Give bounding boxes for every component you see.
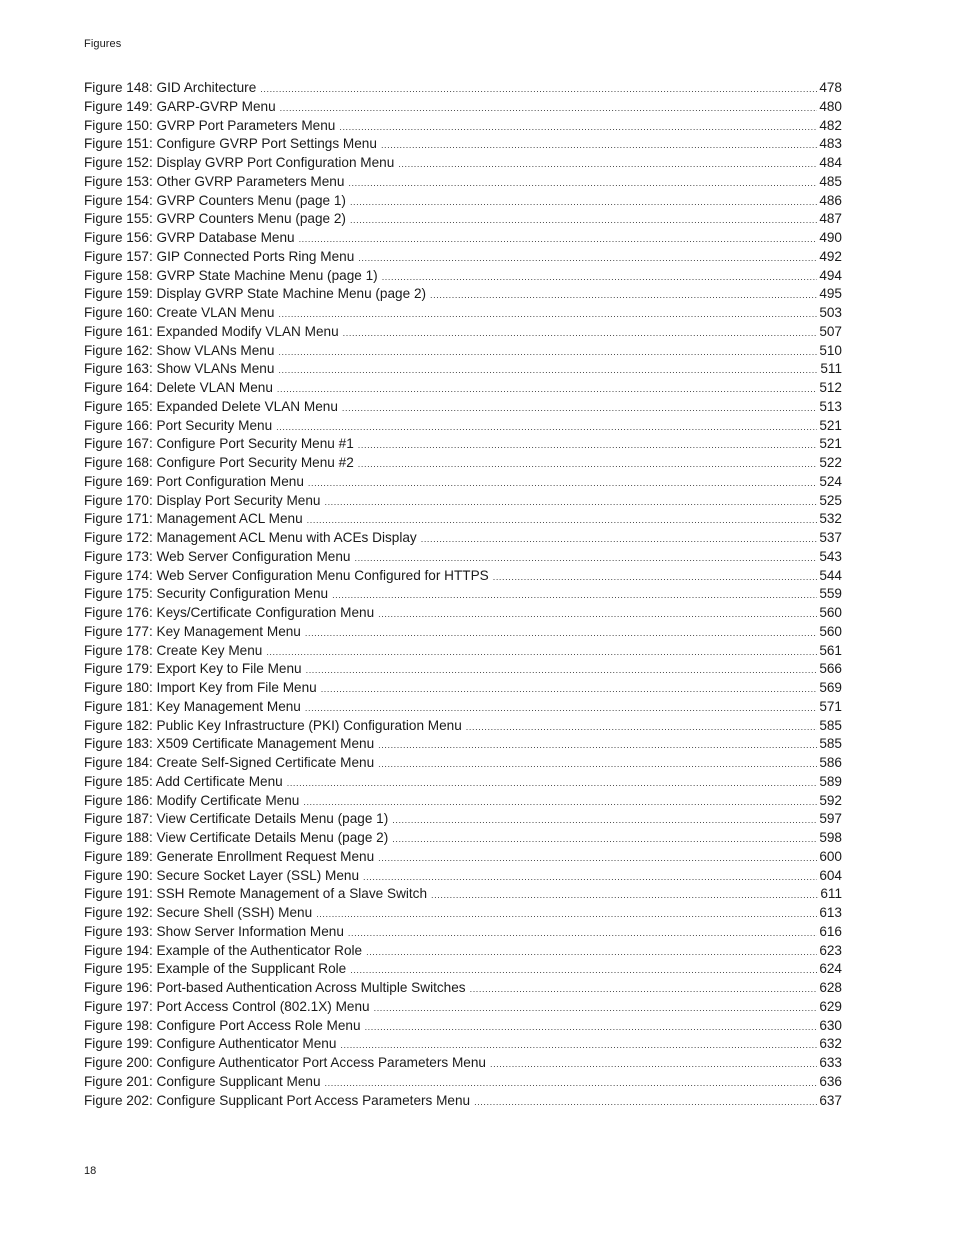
dot-leader — [266, 648, 817, 657]
dot-leader — [306, 666, 818, 675]
toc-entry[interactable] — [84, 323, 842, 342]
toc-entry[interactable] — [84, 979, 842, 998]
toc-entry-page: 537 — [819, 530, 842, 545]
dot-leader — [305, 704, 817, 713]
toc-entry-title: Figure 175: Security Configuration Menu — [84, 586, 329, 602]
dot-leader — [340, 1041, 817, 1050]
toc-entry-page: 561 — [819, 642, 842, 658]
dot-leader — [277, 385, 817, 394]
dot-leader — [303, 798, 817, 807]
toc-entry-title: Figure 200: Configure Authenticator Port Access Parameters Menu — [84, 1055, 486, 1070]
dot-leader — [358, 441, 818, 450]
toc-entry-title: Figure 148: GID Architecture — [84, 80, 257, 95]
toc-entry[interactable] — [84, 567, 842, 586]
page-number: 18 — [84, 1165, 97, 1177]
dot-leader — [276, 423, 817, 432]
toc-entry-page: 521 — [819, 436, 842, 452]
toc-entry[interactable] — [84, 117, 842, 136]
toc-entry[interactable] — [84, 135, 842, 154]
toc-entry-title: Figure 190: Secure Socket Layer (SSL) Menu — [84, 867, 360, 883]
toc-entry[interactable] — [84, 473, 842, 492]
toc-entry-page: 613 — [819, 905, 842, 920]
toc-entry[interactable] — [84, 698, 842, 717]
dot-leader — [278, 348, 817, 357]
toc-entry-title: Figure 201: Configure Supplicant Menu — [84, 1073, 321, 1089]
toc-entry-title: Figure 202: Configure Supplicant Port Access Parameters Menu — [84, 1092, 471, 1108]
toc-entry[interactable] — [84, 285, 842, 304]
toc-entry-title: Figure 187: View Certificate Details Menu (page 1) — [84, 811, 389, 827]
dot-leader — [307, 516, 818, 525]
toc-entry-title: Figure 149: GARP-GVRP Menu — [84, 98, 276, 114]
toc-entry-page: 630 — [819, 1017, 842, 1033]
toc-entry[interactable] — [84, 192, 842, 211]
toc-entry-page: 522 — [819, 455, 842, 470]
toc-entry-title: Figure 171: Management ACL Menu — [84, 511, 303, 527]
toc-entry-page: 571 — [819, 698, 842, 714]
toc-entry[interactable] — [84, 923, 842, 942]
toc-entry-title: Figure 151: Configure GVRP Port Settings Menu — [84, 136, 377, 152]
dot-leader — [278, 366, 818, 375]
toc-entry[interactable] — [84, 604, 842, 623]
toc-entry-title: Figure 184: Create Self-Signed Certificate Menu — [84, 755, 375, 770]
toc-entry-title: Figure 159: Display GVRP State Machine Menu (page 2) — [84, 286, 427, 302]
toc-entry-page: 525 — [819, 492, 842, 508]
toc-entry-title: Figure 154: GVRP Counters Menu (page 1) — [84, 192, 346, 208]
toc-entry-page: 503 — [819, 305, 842, 320]
toc-entry[interactable] — [84, 548, 842, 567]
dot-leader — [398, 160, 817, 169]
toc-entry[interactable] — [84, 679, 842, 698]
toc-entry[interactable] — [84, 1092, 842, 1111]
toc-entry[interactable] — [84, 792, 842, 811]
dot-leader — [378, 854, 817, 863]
toc-entry-title: Figure 165: Expanded Delete VLAN Menu — [84, 398, 338, 414]
toc-entry-page: 629 — [819, 998, 842, 1014]
toc-entry-page: 611 — [820, 886, 842, 902]
dot-leader — [348, 179, 817, 188]
dot-leader — [316, 910, 817, 919]
toc-entry-title: Figure 191: SSH Remote Management of a Slave Switch — [84, 886, 428, 902]
toc-entry[interactable] — [84, 717, 842, 736]
toc-entry-title: Figure 163: Show VLANs Menu — [84, 361, 275, 377]
toc-entry-title: Figure 164: Delete VLAN Menu — [84, 380, 273, 395]
toc-entry[interactable] — [84, 173, 842, 192]
dot-leader — [365, 1023, 818, 1032]
toc-entry-page: 544 — [819, 567, 842, 583]
toc-entry-page: 633 — [819, 1055, 842, 1070]
dot-leader — [381, 141, 817, 150]
dot-leader — [421, 535, 818, 544]
dot-leader — [358, 460, 818, 469]
toc-entry[interactable] — [84, 154, 842, 173]
dot-leader — [342, 404, 817, 413]
toc-entry[interactable] — [84, 754, 842, 773]
toc-entry-page: 524 — [819, 473, 842, 489]
toc-entry-page: 623 — [819, 942, 842, 958]
toc-entry[interactable] — [84, 998, 842, 1017]
toc-entry-page: 487 — [819, 211, 842, 227]
toc-entry-page: 616 — [819, 923, 842, 939]
dot-leader — [308, 479, 817, 488]
toc-entry-page: 624 — [819, 961, 842, 977]
toc-entry[interactable] — [84, 229, 842, 248]
toc-entry-title: Figure 181: Key Management Menu — [84, 698, 301, 714]
dot-leader — [332, 591, 817, 600]
toc-entry[interactable] — [84, 735, 842, 754]
toc-entry-page: 560 — [819, 605, 842, 620]
toc-entry-page: 559 — [819, 586, 842, 602]
toc-entry[interactable] — [84, 829, 842, 848]
dot-leader — [366, 948, 817, 957]
toc-entry-title: Figure 172: Management ACL Menu with ACEs Display — [84, 530, 417, 545]
toc-entry-page: 482 — [819, 117, 842, 133]
toc-entry-title: Figure 167: Configure Port Security Menu #1 — [84, 436, 354, 452]
dot-leader — [392, 816, 817, 825]
toc-entry[interactable] — [84, 435, 842, 454]
toc-entry-title: Figure 177: Key Management Menu — [84, 623, 301, 639]
toc-entry-title: Figure 178: Create Key Menu — [84, 642, 263, 658]
dot-leader — [474, 1098, 817, 1107]
toc-entry[interactable] — [84, 379, 842, 398]
toc-entry-page: 478 — [819, 80, 842, 95]
toc-entry-title: Figure 168: Configure Port Security Menu #2 — [84, 455, 354, 470]
toc-entry-title: Figure 153: Other GVRP Parameters Menu — [84, 173, 345, 189]
toc-entry-title: Figure 157: GIP Connected Ports Ring Menu — [84, 248, 355, 264]
toc-entry-page: 569 — [819, 680, 842, 695]
toc-entry-title: Figure 183: X509 Certificate Management Menu — [84, 736, 375, 752]
toc-entry[interactable] — [84, 210, 842, 229]
toc-entry[interactable] — [84, 867, 842, 886]
toc-entry[interactable] — [84, 660, 842, 679]
dot-leader — [350, 198, 817, 207]
toc-entry-page: 637 — [819, 1092, 842, 1108]
toc-entry[interactable] — [84, 885, 842, 904]
toc-entry-page: 490 — [819, 230, 842, 245]
toc-entry-title: Figure 197: Port Access Control (802.1X) Menu — [84, 998, 370, 1014]
toc-entry-page: 521 — [819, 417, 842, 433]
toc-entry[interactable] — [84, 248, 842, 267]
toc-entry-title: Figure 176: Keys/Certificate Configuration Menu — [84, 605, 375, 620]
toc-entry[interactable] — [84, 510, 842, 529]
toc-entry-page: 486 — [819, 192, 842, 208]
dot-leader — [431, 891, 818, 900]
dot-leader — [378, 760, 817, 769]
dot-leader — [466, 723, 818, 732]
toc-entry-page: 636 — [819, 1073, 842, 1089]
dot-leader — [305, 629, 817, 638]
toc-entry-title: Figure 166: Port Security Menu — [84, 417, 273, 433]
dot-leader — [260, 85, 817, 94]
dot-leader — [350, 216, 817, 225]
toc-entry[interactable] — [84, 623, 842, 642]
toc-entry-page: 485 — [819, 173, 842, 189]
toc-entry-page: 560 — [819, 623, 842, 639]
toc-entry-title: Figure 193: Show Server Information Menu — [84, 923, 344, 939]
toc-entry-title: Figure 179: Export Key to File Menu — [84, 661, 302, 677]
toc-entry[interactable] — [84, 529, 842, 548]
toc-entry[interactable] — [84, 417, 842, 436]
dot-leader — [470, 985, 818, 994]
dot-leader — [382, 273, 818, 282]
toc-entry[interactable] — [84, 642, 842, 661]
dot-leader — [350, 966, 817, 975]
toc-entry-page: 598 — [819, 830, 842, 845]
toc-entry[interactable] — [84, 773, 842, 792]
toc-entry-title: Figure 189: Generate Enrollment Request Menu — [84, 848, 375, 864]
toc-entry-title: Figure 195: Example of the Supplicant Role — [84, 961, 347, 977]
toc-entry[interactable] — [84, 810, 842, 829]
toc-entry-title: Figure 188: View Certificate Details Menu (page 2) — [84, 830, 389, 845]
toc-entry-title: Figure 199: Configure Authenticator Menu — [84, 1036, 337, 1052]
dot-leader — [374, 1004, 818, 1013]
toc-entry-title: Figure 192: Secure Shell (SSH) Menu — [84, 905, 313, 920]
toc-entry[interactable] — [84, 1073, 842, 1092]
toc-entry-page: 495 — [819, 286, 842, 302]
toc-entry-page: 604 — [819, 867, 842, 883]
toc-entry-title: Figure 162: Show VLANs Menu — [84, 342, 275, 358]
toc-entry-title: Figure 161: Expanded Modify VLAN Menu — [84, 323, 339, 339]
toc-entry-title: Figure 170: Display Port Security Menu — [84, 492, 321, 508]
toc-entry[interactable] — [84, 454, 842, 473]
toc-entry[interactable] — [84, 267, 842, 286]
dot-leader — [363, 873, 817, 882]
toc-entry-title: Figure 150: GVRP Port Parameters Menu — [84, 117, 336, 133]
toc-entry-page: 480 — [819, 98, 842, 114]
list-of-figures — [84, 79, 842, 1110]
dot-leader — [358, 254, 817, 263]
dot-leader — [287, 779, 818, 788]
dot-leader — [392, 835, 817, 844]
toc-entry-title: Figure 173: Web Server Configuration Menu — [84, 548, 351, 564]
dot-leader — [378, 610, 817, 619]
dot-leader — [299, 235, 818, 244]
toc-entry-title: Figure 185: Add Certificate Menu — [84, 773, 283, 789]
toc-entry-page: 492 — [819, 248, 842, 264]
toc-entry-title: Figure 174: Web Server Configuration Menu Configured for HTTPS — [84, 567, 489, 583]
toc-entry-title: Figure 182: Public Key Infrastructure (PKI) Configuration Menu — [84, 717, 462, 733]
toc-entry-page: 483 — [819, 136, 842, 152]
toc-entry[interactable] — [84, 1017, 842, 1036]
toc-entry[interactable] — [84, 98, 842, 117]
toc-entry-page: 513 — [819, 398, 842, 414]
toc-entry[interactable] — [84, 904, 842, 923]
dot-leader — [280, 104, 818, 113]
toc-entry-page: 566 — [819, 661, 842, 677]
toc-entry-page: 532 — [819, 511, 842, 527]
toc-entry[interactable] — [84, 79, 842, 98]
toc-entry-title: Figure 155: GVRP Counters Menu (page 2) — [84, 211, 346, 227]
toc-entry-title: Figure 169: Port Configuration Menu — [84, 473, 304, 489]
toc-entry-title: Figure 152: Display GVRP Port Configuration Menu — [84, 155, 395, 170]
toc-entry[interactable] — [84, 342, 842, 361]
toc-entry-title: Figure 196: Port-based Authentication Across Multiple Switches — [84, 980, 466, 995]
toc-entry-page: 597 — [819, 811, 842, 827]
toc-entry-title: Figure 194: Example of the Authenticator Role — [84, 942, 363, 958]
toc-entry[interactable] — [84, 360, 842, 379]
dot-leader — [321, 685, 818, 694]
toc-entry[interactable] — [84, 1035, 842, 1054]
toc-entry-title: Figure 158: GVRP State Machine Menu (page 1) — [84, 267, 378, 283]
toc-entry-title: Figure 180: Import Key from File Menu — [84, 680, 317, 695]
toc-entry-page: 511 — [820, 361, 842, 377]
dot-leader — [339, 123, 817, 132]
dot-leader — [490, 1060, 817, 1069]
toc-entry-title: Figure 198: Configure Port Access Role Menu — [84, 1017, 361, 1033]
toc-entry-page: 494 — [819, 267, 842, 283]
toc-entry-page: 507 — [819, 323, 842, 339]
toc-entry-page: 585 — [819, 717, 842, 733]
toc-entry[interactable] — [84, 942, 842, 961]
toc-entry[interactable] — [84, 492, 842, 511]
toc-entry[interactable] — [84, 848, 842, 867]
toc-entry[interactable] — [84, 585, 842, 604]
dot-leader — [324, 498, 817, 507]
dot-leader — [348, 929, 817, 938]
toc-entry-page: 592 — [819, 792, 842, 808]
toc-entry-title: Figure 186: Modify Certificate Menu — [84, 792, 300, 808]
toc-entry-page: 632 — [819, 1036, 842, 1052]
toc-entry-title: Figure 160: Create VLAN Menu — [84, 305, 275, 320]
toc-entry-page: 589 — [819, 773, 842, 789]
toc-entry-page: 600 — [819, 848, 842, 864]
toc-entry-page: 628 — [819, 980, 842, 995]
toc-entry-title: Figure 156: GVRP Database Menu — [84, 230, 295, 245]
dot-leader — [378, 741, 817, 750]
dot-leader — [430, 291, 817, 300]
toc-entry[interactable] — [84, 398, 842, 417]
dot-leader — [354, 554, 817, 563]
dot-leader — [325, 1079, 818, 1088]
toc-entry-page: 585 — [819, 736, 842, 752]
toc-entry-page: 484 — [819, 155, 842, 170]
dot-leader — [278, 310, 817, 319]
toc-entry[interactable] — [84, 1054, 842, 1073]
toc-entry[interactable] — [84, 304, 842, 323]
toc-entry[interactable] — [84, 960, 842, 979]
toc-entry-page: 512 — [819, 380, 842, 395]
running-header: Figures — [84, 38, 122, 50]
toc-entry-page: 586 — [819, 755, 842, 770]
dot-leader — [343, 329, 818, 338]
toc-entry-page: 543 — [819, 548, 842, 564]
toc-entry-page: 510 — [819, 342, 842, 358]
dot-leader — [493, 573, 818, 582]
